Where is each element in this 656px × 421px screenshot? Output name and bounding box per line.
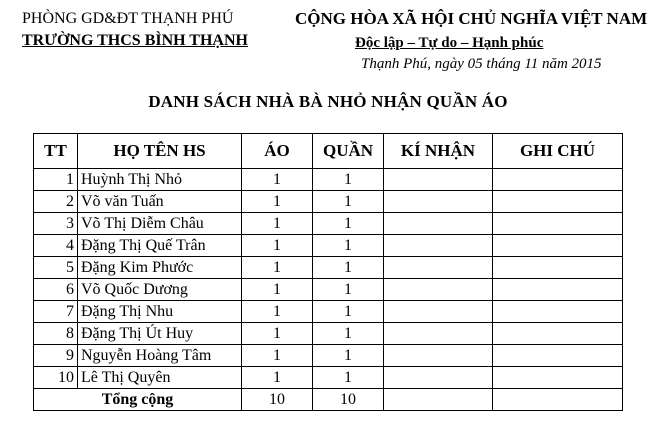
cell-quan: 1 — [313, 169, 384, 191]
cell-tt: 9 — [34, 345, 78, 367]
school-name — [22, 32, 248, 50]
cell-ao: 1 — [242, 169, 313, 191]
col-header-tt: TT — [34, 134, 78, 169]
cell-name: Nguyễn Hoàng Tâm — [78, 345, 242, 367]
cell-tt: 7 — [34, 301, 78, 323]
table-row — [34, 213, 623, 235]
cell-quan: 1 — [313, 323, 384, 345]
table-row — [34, 301, 623, 323]
cell-tt: 6 — [34, 279, 78, 301]
document-title: DANH SÁCH NHÀ BÀ NHỎ NHẬN QUẦN ÁO — [148, 92, 508, 111]
cell-note — [493, 345, 623, 367]
cell-name: Đặng Kim Phước — [78, 257, 242, 279]
cell-tt: 8 — [34, 323, 78, 345]
table-row — [34, 191, 623, 213]
col-header-name: HỌ TÊN HS — [78, 134, 242, 169]
total-label: Tổng cộng — [34, 389, 242, 411]
recipient-table — [33, 133, 623, 411]
cell-name: Huỳnh Thị Nhỏ — [78, 169, 242, 191]
total-signature — [384, 389, 493, 411]
cell-quan: 1 — [313, 279, 384, 301]
national-motto-text: Độc lập – Tự do – Hạnh phúc — [355, 35, 544, 51]
cell-tt: 4 — [34, 235, 78, 257]
cell-note — [493, 323, 623, 345]
table-row — [34, 345, 623, 367]
cell-quan: 1 — [313, 235, 384, 257]
cell-note — [493, 169, 623, 191]
cell-note — [493, 213, 623, 235]
cell-note — [493, 257, 623, 279]
cell-name: Đặng Thị Nhu — [78, 301, 242, 323]
col-header-quan: QUẦN — [313, 134, 384, 169]
cell-ao: 1 — [242, 367, 313, 389]
cell-quan: 1 — [313, 345, 384, 367]
cell-signature — [384, 279, 493, 301]
table-row — [34, 235, 623, 257]
cell-quan: 1 — [313, 213, 384, 235]
cell-signature — [384, 169, 493, 191]
cell-name: Đặng Thị Quế Trân — [78, 235, 242, 257]
cell-note — [493, 367, 623, 389]
cell-name: Đặng Thị Út Huy — [78, 323, 242, 345]
cell-quan: 1 — [313, 367, 384, 389]
cell-tt: 1 — [34, 169, 78, 191]
total-note — [493, 389, 623, 411]
cell-tt: 2 — [34, 191, 78, 213]
table-row — [34, 279, 623, 301]
national-title: CỘNG HÒA XÃ HỘI CHỦ NGHĨA VIỆT NAM — [295, 9, 648, 28]
total-ao: 10 — [242, 389, 313, 411]
cell-name: Võ Quốc Dương — [78, 279, 242, 301]
cell-quan: 1 — [313, 301, 384, 323]
cell-signature — [384, 235, 493, 257]
place-date: Thạnh Phú, ngày 05 tháng 11 năm 2015 — [361, 56, 602, 72]
national-motto — [355, 34, 543, 52]
cell-ao: 1 — [242, 279, 313, 301]
total-quan: 10 — [313, 389, 384, 411]
cell-tt: 3 — [34, 213, 78, 235]
table-row — [34, 367, 623, 389]
cell-ao: 1 — [242, 257, 313, 279]
col-header-note: GHI CHÚ — [493, 134, 623, 169]
cell-signature — [384, 323, 493, 345]
cell-ao: 1 — [242, 191, 313, 213]
cell-quan: 1 — [313, 257, 384, 279]
col-header-ao: ÁO — [242, 134, 313, 169]
cell-name: Võ văn Tuấn — [78, 191, 242, 213]
total-row — [34, 389, 623, 411]
cell-signature — [384, 213, 493, 235]
cell-signature — [384, 301, 493, 323]
cell-name: Lê Thị Quyên — [78, 367, 242, 389]
cell-signature — [384, 191, 493, 213]
table-row — [34, 257, 623, 279]
cell-ao: 1 — [242, 213, 313, 235]
cell-signature — [384, 367, 493, 389]
cell-note — [493, 191, 623, 213]
cell-signature — [384, 345, 493, 367]
cell-note — [493, 279, 623, 301]
school-name-text: TRƯỜNG THCS BÌNH THẠNH — [22, 32, 248, 49]
cell-name: Võ Thị Diễm Châu — [78, 213, 242, 235]
table-header-row — [34, 134, 623, 169]
table-row — [34, 323, 623, 345]
cell-note — [493, 235, 623, 257]
cell-signature — [384, 257, 493, 279]
cell-tt: 10 — [34, 367, 78, 389]
school-department: PHÒNG GD&ĐT THẠNH PHÚ — [22, 10, 234, 27]
cell-tt: 5 — [34, 257, 78, 279]
col-header-signature: KÍ NHẬN — [384, 134, 493, 169]
table-row — [34, 169, 623, 191]
cell-ao: 1 — [242, 301, 313, 323]
cell-note — [493, 301, 623, 323]
cell-ao: 1 — [242, 235, 313, 257]
cell-ao: 1 — [242, 345, 313, 367]
cell-quan: 1 — [313, 191, 384, 213]
cell-ao: 1 — [242, 323, 313, 345]
